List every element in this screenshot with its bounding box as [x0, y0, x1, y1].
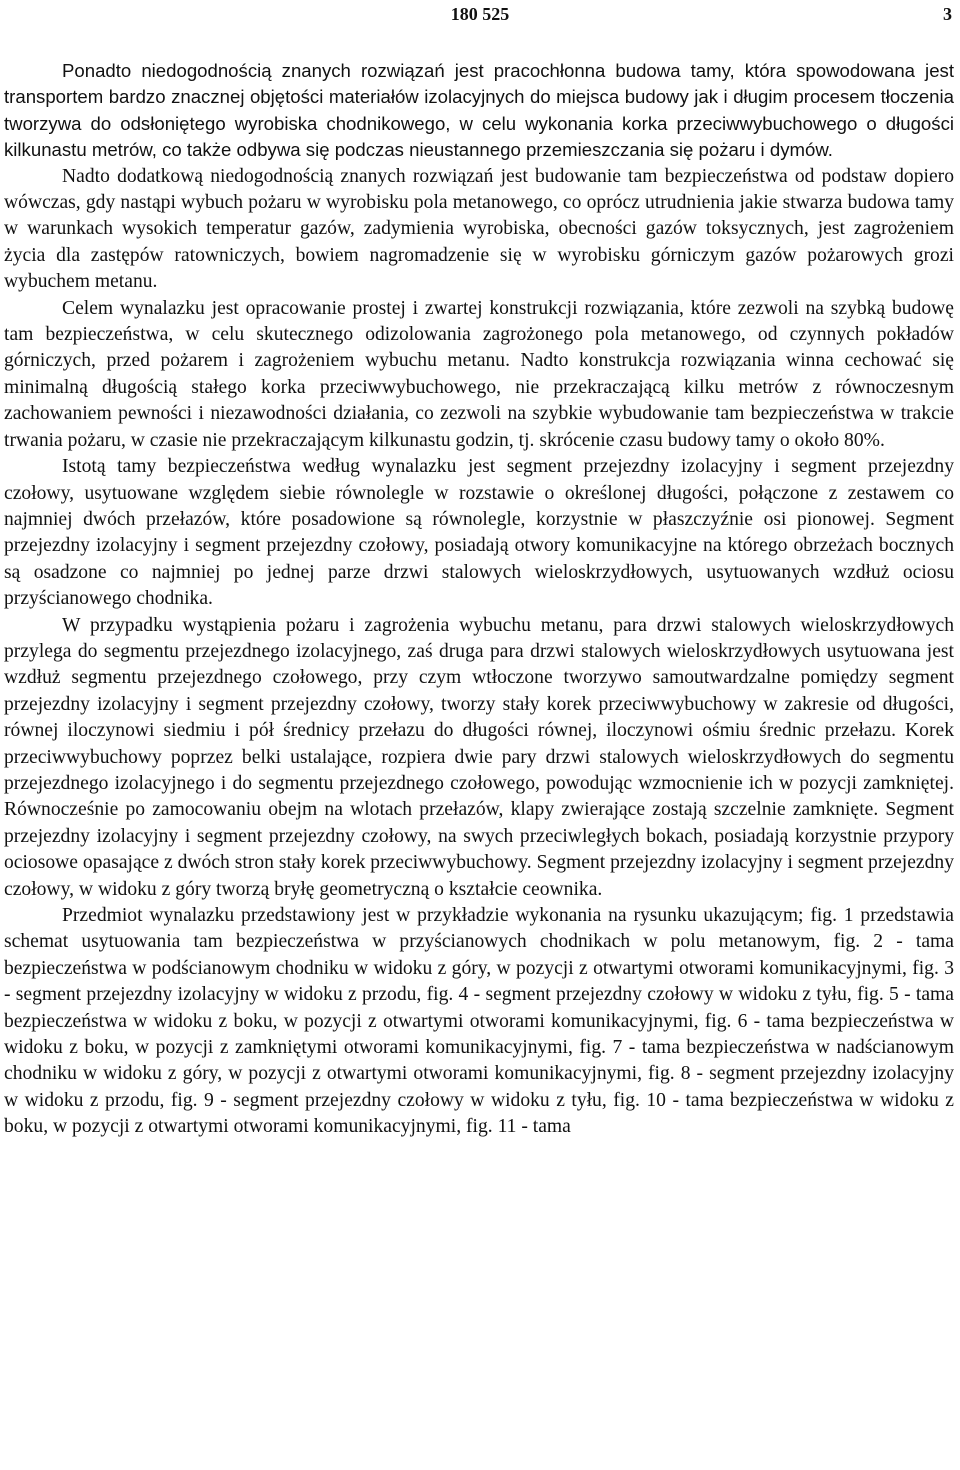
paragraph: Ponadto niedogodnością znanych rozwiązań jest pracochłonna budowa tamy, która spowodowana jest transportem bardzo znacznej objętości materiałów izolacyjnych do miejsca budowy jak i długim procesem tłoczenia tworzywa do odsłoniętego wyrobiska chodnikowego, w celu wykonania korka przeciwwybuchowego o długości kilkunastu metrów, co także odbywa się podczas nieustannego przemieszczania się pożaru i dymów. [4, 60, 954, 161]
paragraph: Przedmiot wynalazku przedstawiony jest w przykładzie wykonania na rysunku ukazującym; fig. 1 przedstawia schemat usytuowania tam bezpieczeństwa w przyścianowych chodnikach w polu metanowym, fig. 2 - tama bezpieczeństwa w podścianowym chodniku w widoku z góry, w pozycji z otwartymi otworami komunikacyjnymi, fig. 3 - segment przejezdny izolacyjny w widoku z przodu, fig. 4 - segment przejezdny czołowy w widoku z tyłu, fig. 5 - tama bezpieczeństwa w widoku z boku, w pozycji z otwartymi otworami komunikacyjnymi, fig. 6 - tama bezpieczeństwa w widoku z boku, w pozycji z zamkniętymi otworami komunikacyjnymi, fig. 7 - tama bezpieczeństwa w nadścianowym chodniku w widoku z góry, w pozycji z otwartymi otworami komunikacyjnymi, fig. 8 - segment przejezdny izolacyjny w widoku z przodu, fig. 9 - segment przejezdny czołowy w widoku z tyłu, fig. 10 - tama bezpieczeństwa w widoku z boku, w pozycji z otwartymi otworami komunikacyjnymi, fig. 11 - tama [4, 905, 954, 1138]
paragraph: Nadto dodatkową niedogodnością znanych rozwiązań jest budowanie tam bezpieczeństwa od podstaw dopiero wówczas, gdy nastąpi wybuch pożaru w wyrobisku pola metanowego, co oprócz utrudnienia jakie stwarza budowa tamy w warunkach wysokich temperatur gazów, zadymienia wyrobiska, obecności gazów toksycznych, jest zagrożeniem życia dla zastępów ratowniczych, bowiem nagromadzenie się w wyrobisku górniczym gazów pożarowych grozi wybuchem metanu. [4, 165, 954, 293]
document-body [4, 58, 954, 1141]
page-number: 3 [943, 4, 952, 24]
paragraph: Celem wynalazku jest opracowanie prostej i zwartej konstrukcji rozwiązania, które zezwoli na szybką budowę tam bezpieczeństwa, w celu skutecznego odizolowania zagrożonego pola metanowego, od czynnych pokładów górniczych, przed pożarem i zagrożeniem wybuchu metanu. Nadto konstrukcja rozwiązania winna cechować się minimalną długością stałego korka przeciwwybuchowego, nie przekraczającą kilku metrów z równoczesnym zachowaniem pewności i niezawodności działania, co zezwoli na szybkie wybudowanie tam bezpieczeństwa w trakcie trwania pożaru, w czasie nie przekraczającym kilkunastu godzin, tj. skrócenie czasu budowy tamy o około 80%. [4, 297, 954, 451]
patent-number: 180 525 [450, 4, 510, 24]
paragraph: Istotą tamy bezpieczeństwa według wynalazku jest segment przejezdny izolacyjny i segment przejezdny czołowy, usytuowane względem siebie równolegle w rozstawie o określonej długości, połączone z zestawem co najmniej dwóch przełazów, które posadowione są równolegle, korzystnie w płaszczyźnie osi pionowej. Segment przejezdny izolacyjny i segment przejezdny czołowy, posiadają otwory komunikacyjne na którego obrzeżach bocznych są osadzone co najmniej po jednej parze drzwi stalowych wieloskrzydłowych, usytuowanych wzdłuż ociosu przyścianowego chodnika. [4, 456, 954, 610]
page-header [0, 0, 960, 30]
paragraph: W przypadku wystąpienia pożaru i zagrożenia wybuchu metanu, para drzwi stalowych wieloskrzydłowych przylega do segmentu przejezdnego izolacyjnego, zaś druga para drzwi stalowych wieloskrzydłowych usytuowana jest wzdłuż segmentu przejezdnego czołowego, przy czym wtłoczone tworzywo samoutwardzalne pomiędzy segment przejezdny izolacyjny i segment przejezdny czołowy, tworzy stały korek przeciwwybuchowy w zakresie od długości, równej iloczynowi siedmiu i pół średnicy przełazu do długości równej, iloczynowi ośmiu średnic przełazu. Korek przeciwwybuchowy poprzez belki ustalające, rozpiera dwie pary drzwi stalowych wieloskrzydłowych do segmentu przejezdnego izolacyjnego i do segmentu przejezdnego czołowego, powodując wzmocnienie ich w pozycji zamkniętej. Równocześnie po zamocowaniu obejm na wlotach przełazów, klapy zwierające zostają szczelnie zamknięte. Segment przejezdny izolacyjny i segment przejezdny czołowy, na swych przeciwległych bokach, posiadają korzystnie przypory ociosowe opasające z dwóch stron stały korek przeciwwybuchowy. Segment przejezdny izolacyjny i segment przejezdny czołowy, w widoku z góry tworzą bryłę geometryczną o kształcie ceownika. [4, 614, 954, 900]
